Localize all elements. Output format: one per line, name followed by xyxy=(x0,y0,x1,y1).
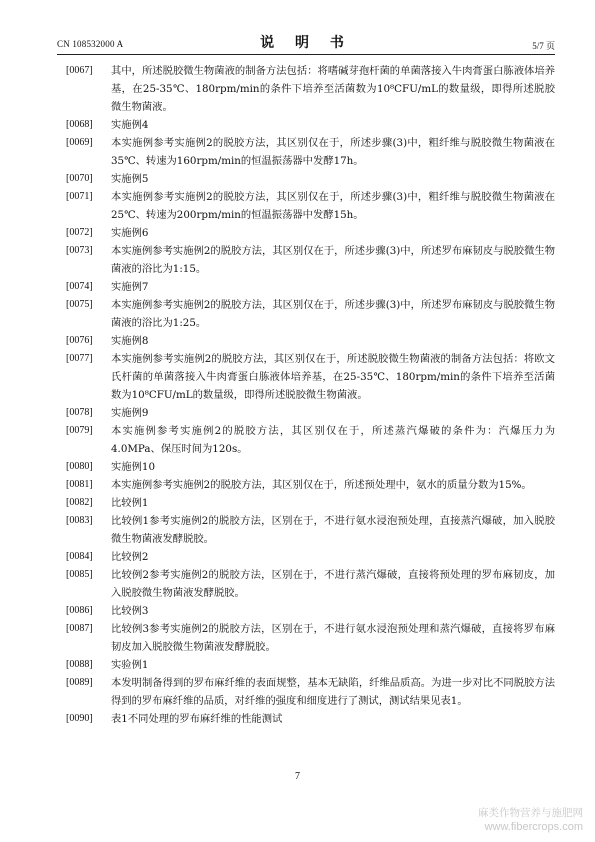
paragraph-number: [0069] xyxy=(66,137,93,148)
paragraph xyxy=(66,566,555,602)
paragraph xyxy=(66,332,555,350)
paragraph-text: 本实施例参考实施例2的脱胶方法，其区别仅在于，所述蒸汽爆破的条件为：汽爆压力为4.0MPa、保压时间为120s。 xyxy=(111,425,555,455)
paragraph xyxy=(66,116,555,134)
paragraph xyxy=(66,278,555,296)
paragraph-text: 实验例1 xyxy=(111,659,149,671)
page-count: 5/7 页 xyxy=(532,41,555,51)
paragraph-text: 表1不同处理的罗布麻纤维的性能测试 xyxy=(111,713,283,725)
paragraph xyxy=(66,494,555,512)
page-header xyxy=(57,28,555,55)
paragraph xyxy=(66,656,555,674)
paragraph-text: 实施例8 xyxy=(111,335,149,347)
paragraph-text: 比较例3参考实施例2的脱胶方法，区别在于，不进行氨水浸泡预处理和蒸汽爆破，直接将罗布麻韧皮加入脱胶微生物菌液发酵脱胶。 xyxy=(111,623,555,653)
paragraph xyxy=(66,404,555,422)
paragraph-number: [0071] xyxy=(66,191,93,202)
paragraph-number: [0077] xyxy=(66,353,93,364)
page-number: 7 xyxy=(295,771,300,782)
paragraph-number: [0081] xyxy=(66,479,93,490)
paragraph-number: [0079] xyxy=(66,425,93,436)
paragraph-number: [0090] xyxy=(66,713,93,724)
paragraph-text: 实施例6 xyxy=(111,227,149,239)
paragraph-text: 本实施例参考实施例2的脱胶方法，其区别仅在于，所述步骤(3)中，粗纤维与脱胶微生物菌液在35℃、转速为160rpm/min的恒温振荡器中发酵17h。 xyxy=(111,137,555,167)
paragraph-text: 本发明制备得到的罗布麻纤维的表面规整，基本无缺陷，纤维品质高。为进一步对比不同脱胶方法得到的罗布麻纤维的品质，对纤维的强度和细度进行了测试，测试结果见表1。 xyxy=(111,677,555,707)
paragraph-number: [0076] xyxy=(66,335,93,346)
paragraph xyxy=(66,224,555,242)
paragraph xyxy=(66,62,555,116)
paragraph xyxy=(66,134,555,170)
paragraph xyxy=(66,188,555,224)
paragraph xyxy=(66,296,555,332)
paragraph xyxy=(66,242,555,278)
paragraph-text: 比较例1参考实施例2的脱胶方法，区别在于，不进行氨水浸泡预处理，直接蒸汽爆破，加入脱胶微生物菌液发酵脱胶。 xyxy=(111,515,555,545)
paragraph-number: [0072] xyxy=(66,227,93,238)
paragraph-number: [0078] xyxy=(66,407,93,418)
paragraph xyxy=(66,512,555,548)
paragraph-number: [0070] xyxy=(66,173,93,184)
paragraph xyxy=(66,710,555,728)
paragraph-text: 本实施例参考实施例2的脱胶方法，其区别仅在于，所述步骤(3)中，粗纤维与脱胶微生物菌液在25℃、转速为200rpm/min的恒温振荡器中发酵15h。 xyxy=(111,191,555,221)
paragraph-number: [0075] xyxy=(66,299,93,310)
paragraph-text: 本实施例参考实施例2的脱胶方法，其区别仅在于，所述步骤(3)中，所述罗布麻韧皮与脱胶微生物菌液的浴比为1:15。 xyxy=(111,245,555,275)
paragraph-text: 本实施例参考实施例2的脱胶方法，其区别仅在于，所述脱胶微生物菌液的制备方法包括：将欧文氏杆菌的单菌落接入牛肉膏蛋白胨液体培养基，在25-35℃、180rpm/min的条件下培养至活菌数为10⁸CFU/mL的数量级，即得所述脱胶微生物菌液。 xyxy=(111,353,555,401)
paragraph xyxy=(66,548,555,566)
paragraph-number: [0084] xyxy=(66,551,93,562)
paragraph xyxy=(66,170,555,188)
paragraph xyxy=(66,620,555,656)
paragraph-text: 本实施例参考实施例2的脱胶方法，其区别仅在于，所述步骤(3)中，所述罗布麻韧皮与脱胶微生物菌液的浴比为1:25。 xyxy=(111,299,555,329)
paragraph-text: 实施例5 xyxy=(111,173,149,185)
paragraph xyxy=(66,458,555,476)
paragraph-number: [0086] xyxy=(66,605,93,616)
paragraph-number: [0083] xyxy=(66,515,93,526)
paragraph-number: [0082] xyxy=(66,497,93,508)
document-body xyxy=(66,62,555,728)
paragraph-number: [0068] xyxy=(66,119,93,130)
watermark xyxy=(478,806,583,834)
paragraph-text: 实施例7 xyxy=(111,281,149,293)
paragraph-number: [0080] xyxy=(66,461,93,472)
paragraph-text: 实施例9 xyxy=(111,407,149,419)
paragraph-number: [0073] xyxy=(66,245,93,256)
document-title: 说 明 书 xyxy=(260,35,352,51)
paragraph xyxy=(66,602,555,620)
paragraph-text: 比较例1 xyxy=(111,497,149,509)
paragraph-text: 实施例10 xyxy=(111,461,155,473)
paragraph-text: 本实施例参考实施例2的脱胶方法，其区别仅在于，所述预处理中，氨水的质量分数为15%。 xyxy=(111,479,532,491)
watermark-url: www.fibercrops.com xyxy=(484,821,583,833)
paragraph-number: [0074] xyxy=(66,281,93,292)
paragraph-text: 其中，所述脱胶微生物菌液的制备方法包括：将嗜碱芽孢杆菌的单菌落接入牛肉膏蛋白胨液体培养基，在25-35℃、180rpm/min的条件下培养至活菌数为10⁸CFU/mL的数量级，即得所述脱胶微生物菌液。 xyxy=(111,65,555,113)
paragraph-text: 比较例2参考实施例2的脱胶方法，区别在于，不进行蒸汽爆破，直接将预处理的罗布麻韧皮，加入脱胶微生物菌液发酵脱胶。 xyxy=(111,569,555,599)
paragraph-text: 比较例2 xyxy=(111,551,149,563)
paragraph-number: [0087] xyxy=(66,623,93,634)
paragraph-text: 实施例4 xyxy=(111,119,149,131)
paragraph-number: [0089] xyxy=(66,677,93,688)
paragraph xyxy=(66,350,555,404)
document-number: CN 108532000 A xyxy=(57,39,124,49)
paragraph-number: [0088] xyxy=(66,659,93,670)
paragraph-number: [0067] xyxy=(66,65,93,76)
watermark-title: 麻类作物营养与施肥网 xyxy=(478,807,583,819)
paragraph-number: [0085] xyxy=(66,569,93,580)
paragraph xyxy=(66,674,555,710)
paragraph xyxy=(66,476,555,494)
paragraph-text: 比较例3 xyxy=(111,605,149,617)
paragraph xyxy=(66,422,555,458)
